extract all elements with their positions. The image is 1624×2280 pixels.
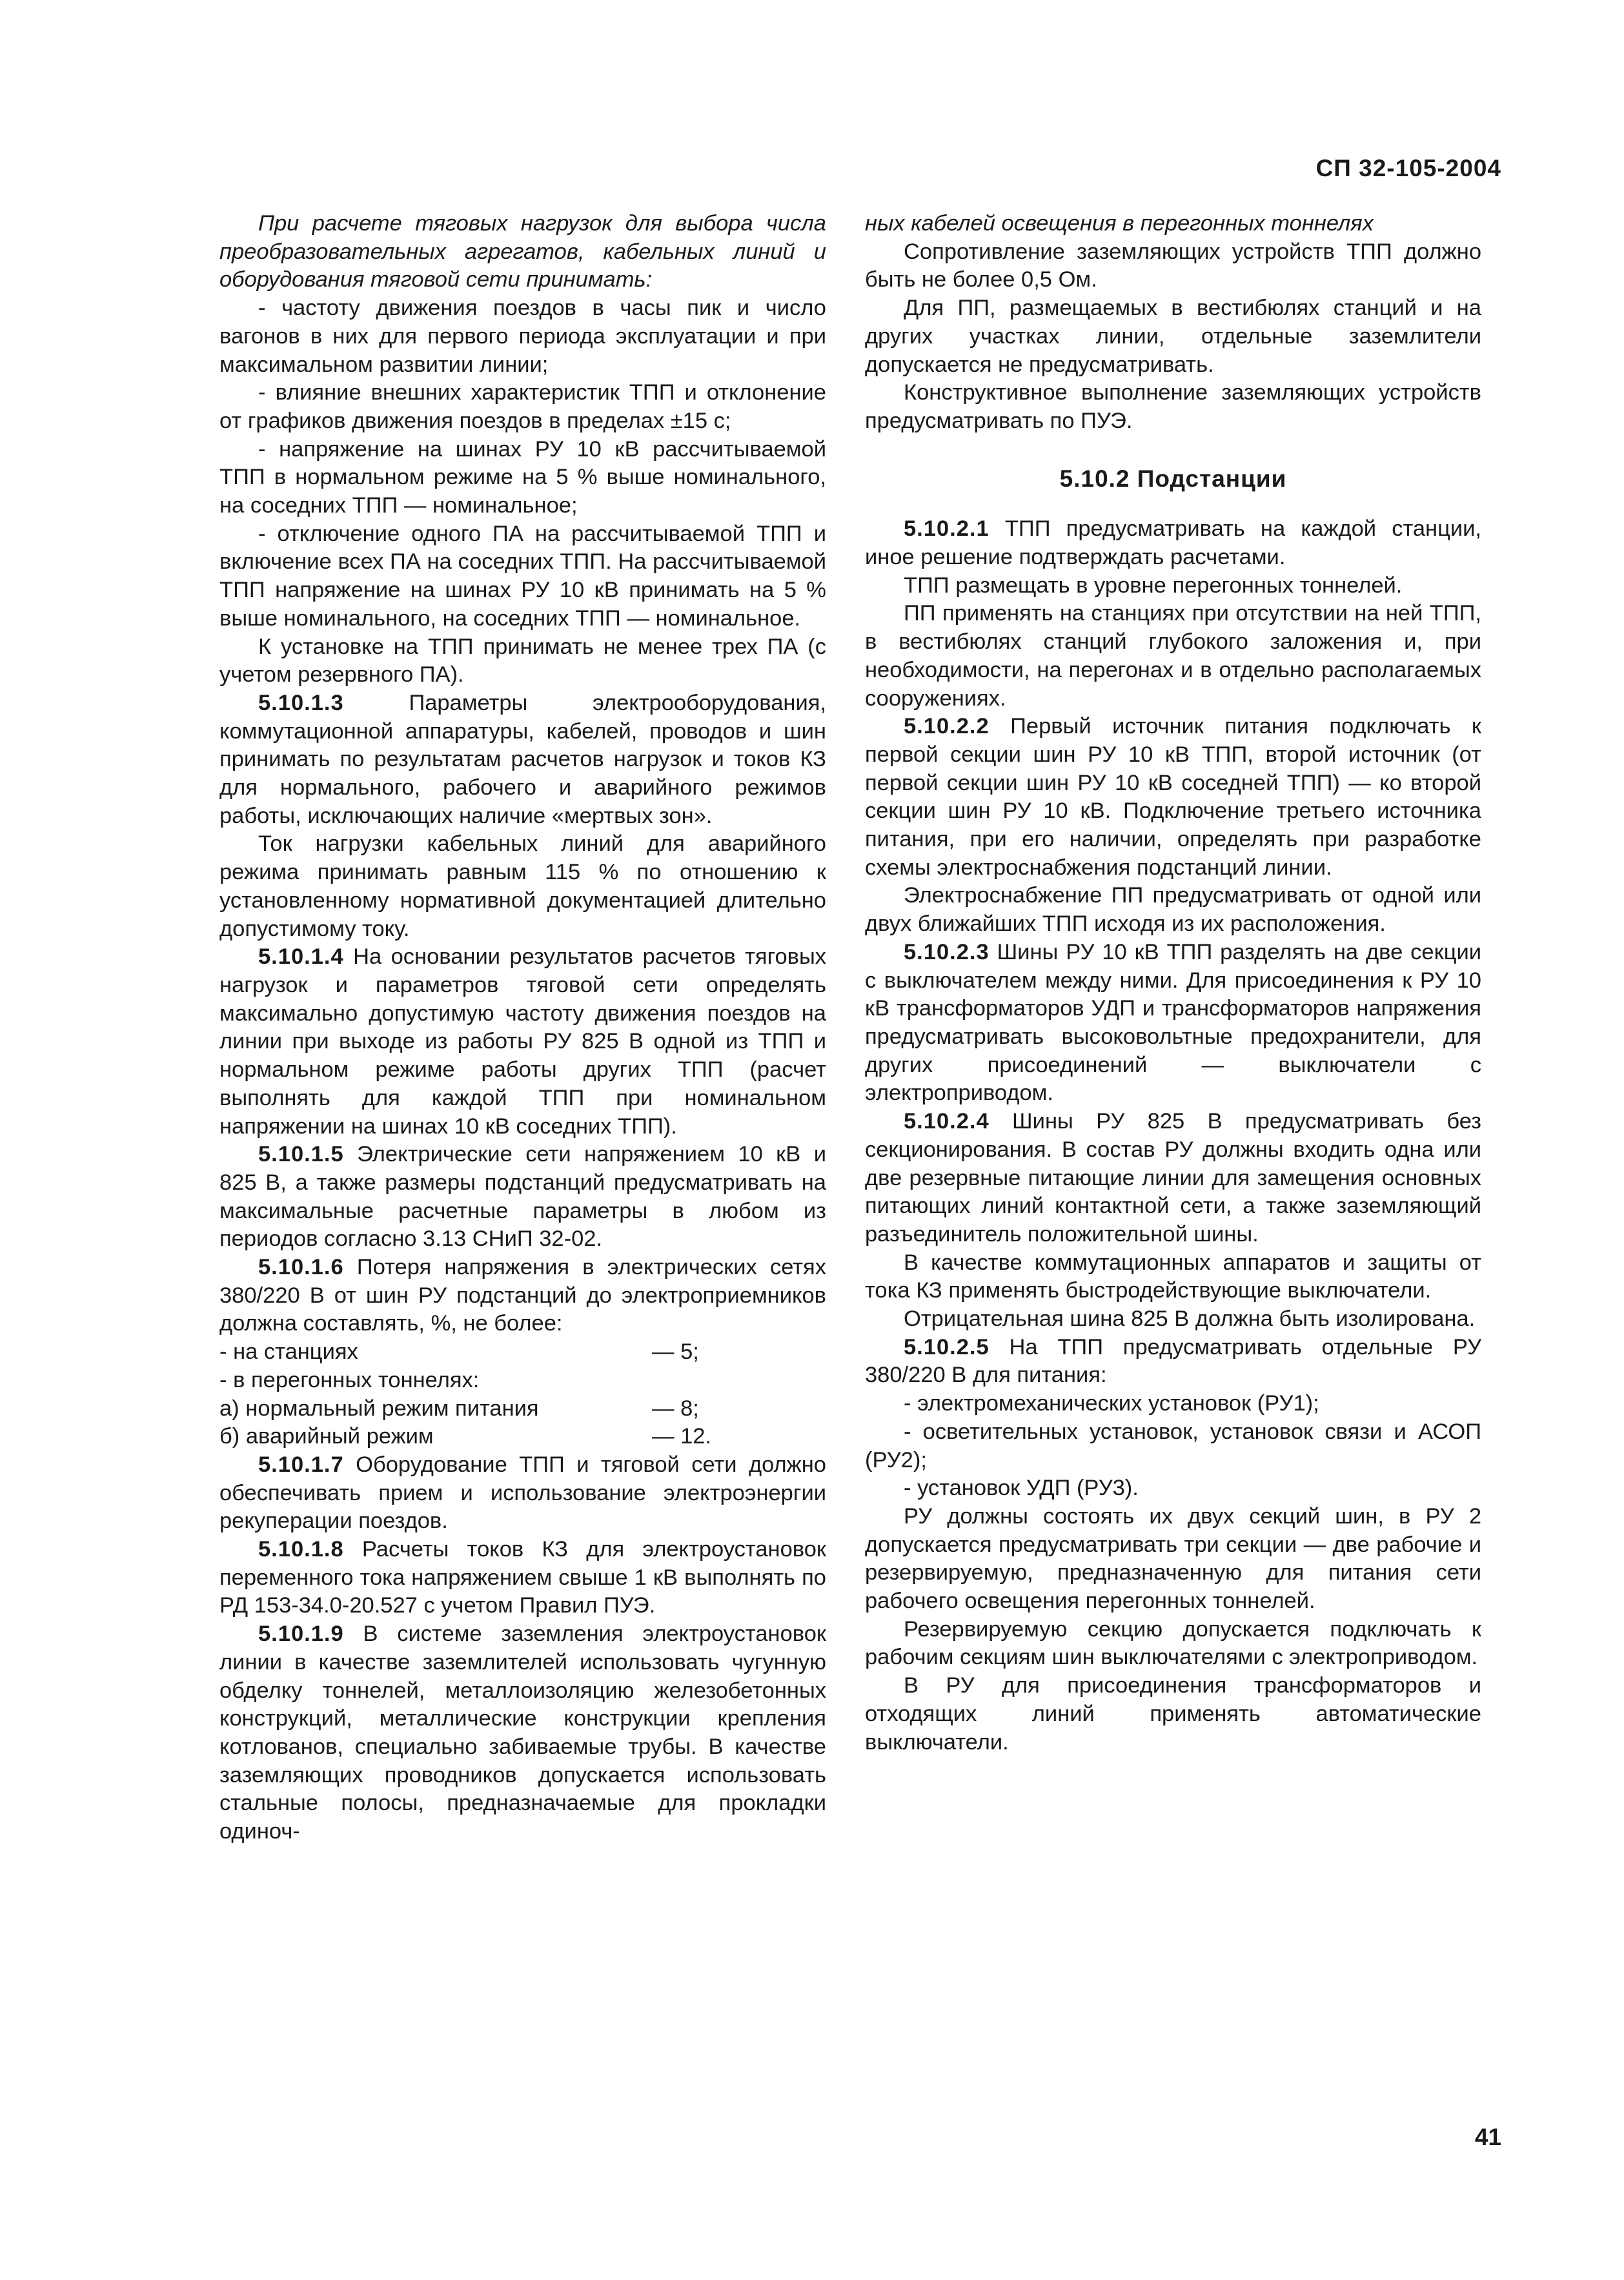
list-item-value: — 12.: [652, 1424, 712, 1449]
clause-text: Потеря напряжения в электрических сетях 380/220 В от шин РУ подстанций до электроприемников должна составлять, %, не более:: [219, 1255, 826, 1336]
clause-number: 5.10.1.9: [258, 1622, 344, 1647]
clause-text: ТПП предусматривать на каждой станции, иное решение подтверждать расчетами.: [865, 516, 1481, 570]
paragraph: - напряжение на шинах РУ 10 кВ рассчитываемой ТПП в нормальном режиме на 5 % выше номинального, на соседних ТПП — номинальное;: [219, 436, 826, 518]
right-column: [865, 210, 1481, 1756]
list-item-label: - на станциях: [219, 1339, 358, 1365]
clause-text: На ТПП предусматривать отдельные РУ 380/220 В для питания:: [865, 1334, 1481, 1388]
document-code: СП 32-105-2004: [1315, 155, 1501, 181]
clause-number: 5.10.1.4: [258, 944, 344, 970]
paragraph: Для ПП, размещаемых в вестибюлях станций и на других участках линии, отдельные заземлители допускается не предусматривать.: [865, 296, 1481, 377]
paragraph: - влияние внешних характеристик ТПП и отклонение от графиков движения поездов в пределах ±15 с;: [219, 380, 826, 433]
paragraph: - отключение одного ПА на рассчитываемой ТПП и включение всех ПА на соседних ТПП. На рассчитываемой ТПП напряжение на шинах РУ 10 кВ принимать на 5 % выше номинального, на соседних ТПП — номинальное.: [219, 521, 826, 631]
paragraph: В качестве коммутационных аппаратов и защиты от тока КЗ применять быстродействующие выключатели.: [865, 1250, 1481, 1303]
clause-number: 5.10.1.5: [258, 1142, 344, 1167]
list-item: [219, 1367, 826, 1395]
numbered-paragraph: [219, 1451, 826, 1536]
paragraph: - частоту движения поездов в часы пик и число вагонов в них для первого периода эксплуатации и при максимальном развитии линии;: [219, 296, 826, 377]
numbered-paragraph: [865, 713, 1481, 882]
numbered-paragraph: [865, 515, 1481, 571]
list-item-label: а) нормальный режим питания: [219, 1396, 539, 1421]
paragraph: РУ должны состоять их двух секций шин, в РУ 2 допускается предусматривать три секции — две рабочие и резервируемую, предназначенную для питания сети рабочего освещения перегонных тоннелей.: [865, 1503, 1481, 1614]
paragraph: - осветительных установок, установок связи и АСОП (РУ2);: [865, 1419, 1481, 1472]
clause-text: В системе заземления электроустановок линии в качестве заземлителей использовать чугунную обделку тоннелей, металлоизоляцию железобетонных конструкций, металлические конструкции крепления котлованов, специально забиваемые трубы. В качестве заземляющих проводников допускается использовать стальные полосы, предназначаемые для прокладки одиноч-: [219, 1622, 826, 1844]
section-heading: 5.10.2 Подстанции: [1059, 465, 1287, 492]
list-item-value: — 5;: [652, 1339, 699, 1365]
clause-number: 5.10.2.2: [904, 714, 990, 739]
numbered-paragraph: [219, 1536, 826, 1620]
clause-text: Расчеты токов КЗ для электроустановок переменного тока напряжением свыше 1 кВ выполнять по РД 153-34.0-20.527 с учетом Правил ПУЭ.: [219, 1536, 826, 1618]
paragraph: При расчете тяговых нагрузок для выбора числа преобразовательных агрегатов, кабельных линий и оборудования тяговой сети принимать:: [219, 211, 826, 292]
clause-text: На основании результатов расчетов тяговых нагрузок и параметров тяговой сети определять максимально допустимую частоту движения поездов на линии при выходе из работы РУ 825 В одной из ТПП и нормальном режиме работы других ТПП (расчет выполнять для каждой ТПП при номинальном напряжении на шинах 10 кВ соседних ТПП).: [219, 944, 826, 1139]
numbered-paragraph: [219, 1620, 826, 1846]
clause-text: Шины РУ 825 В предусматривать без секционирования. В состав РУ должны входить одна или две резервные питающие линии для замещения основных питающих линий контактной сети, а также заземляющий разъединитель положительной шины.: [865, 1109, 1481, 1247]
clause-text: Оборудование ТПП и тяговой сети должно обеспечивать прием и использование электроэнергии рекуперации поездов.: [219, 1452, 826, 1534]
clause-number: 5.10.1.8: [258, 1536, 344, 1562]
list-item-value: — 8;: [652, 1396, 699, 1421]
paragraph: Конструктивное выполнение заземляющих устройств предусматривать по ПУЭ.: [865, 380, 1481, 433]
clause-text: Первый источник питания подключать к первой секции шин РУ 10 кВ ТПП, второй источник (от первой секции шин РУ 10 кВ соседней ТПП) — ко второй секции шин РУ 10 кВ. Подключение третьего источника питания, при его наличии, определять при разработке схемы электроснабжения подстанций линии.: [865, 714, 1481, 880]
clause-number: 5.10.1.6: [258, 1255, 344, 1280]
clause-number: 5.10.2.5: [904, 1334, 990, 1359]
paragraph: Резервируемую секцию допускается подключать к рабочим секциям шин выключателями с электроприводом.: [865, 1616, 1481, 1670]
clause-text: Параметры электрооборудования, коммутационной аппаратуры, кабелей, проводов и шин принимать по результатам расчетов нагрузок и токов КЗ для нормального, рабочего и аварийного режимов работы, исключающих наличие «мертвых зон».: [219, 690, 826, 828]
paragraph: Электроснабжение ПП предусматривать от одной или двух ближайших ТПП исходя из их расположения.: [865, 883, 1481, 937]
paragraph: - установок УДП (РУ3).: [904, 1476, 1139, 1501]
list-item-label: б) аварийный режим: [219, 1424, 434, 1449]
paragraph: Сопротивление заземляющих устройств ТПП должно быть не более 0,5 Ом.: [865, 239, 1481, 292]
clause-number: 5.10.1.7: [258, 1452, 344, 1477]
clause-text: Электрические сети напряжением 10 кВ и 825 В, а также размеры подстанций предусматривать на максимальные расчетные параметры в любом из периодов согласно 3.13 СНиП 32-02.: [219, 1142, 826, 1252]
numbered-paragraph: [865, 1334, 1481, 1390]
page-number: 41: [1474, 2124, 1501, 2150]
paragraph: Ток нагрузки кабельных линий для аварийного режима принимать равным 115 % по отношению к установленному нормативной документацией длительно допустимому току.: [219, 831, 826, 941]
numbered-paragraph: [865, 1108, 1481, 1249]
numbered-paragraph: [219, 689, 826, 831]
clause-number: 5.10.2.1: [904, 516, 990, 542]
clause-text: Шины РУ 10 кВ ТПП разделять на две секции с выключателем между ними. Для присоединения к РУ 10 кВ трансформаторов УДП и трансформаторов напряжения предусматривать высоковольтные предохранители, для других присоединений — выключатели с электроприводом.: [865, 939, 1481, 1106]
clause-number: 5.10.2.3: [904, 939, 990, 964]
numbered-paragraph: [219, 1254, 826, 1338]
numbered-paragraph: [865, 939, 1481, 1108]
numbered-paragraph: [219, 1141, 826, 1254]
list-item: [219, 1338, 826, 1367]
paragraph: В РУ для присоединения трансформаторов и отходящих линий применять автоматические выключатели.: [865, 1673, 1481, 1755]
clause-number: 5.10.1.3: [258, 690, 344, 715]
paragraph: К установке на ТПП принимать не менее трех ПА (с учетом резервного ПА).: [219, 634, 826, 687]
list-item: [219, 1395, 826, 1423]
clause-number: 5.10.2.4: [904, 1109, 990, 1134]
paragraph: ных кабелей освещения в перегонных тоннелях: [865, 211, 1374, 236]
paragraph: - электромеханических установок (РУ1);: [904, 1391, 1319, 1416]
numbered-paragraph: [219, 943, 826, 1141]
left-column: [219, 210, 826, 1846]
paragraph: ПП применять на станциях при отсутствии на ней ТПП, в вестибюлях станций глубокого заложения и, при необходимости, на перегонах и в отдельно располагаемых сооружениях.: [865, 601, 1481, 711]
list-item-label: - в перегонных тоннелях:: [219, 1367, 480, 1392]
paragraph: Отрицательная шина 825 В должна быть изолирована.: [904, 1307, 1476, 1332]
paragraph: ТПП размещать в уровне перегонных тоннелей.: [904, 573, 1403, 598]
list-item: [219, 1423, 826, 1451]
